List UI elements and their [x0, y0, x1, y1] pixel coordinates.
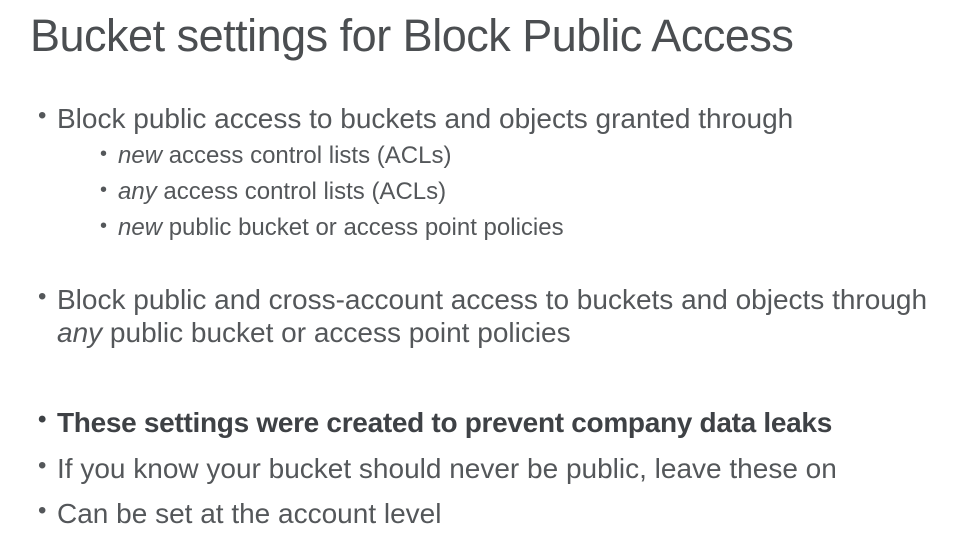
bullet-item-leave-these-on — [38, 452, 941, 486]
bullet-item-block-public-access — [38, 102, 941, 136]
italic-keyword: new — [118, 142, 163, 170]
bullet-icon: • — [38, 497, 47, 525]
italic-keyword: new — [118, 213, 163, 241]
bullet-text: These settings were created to prevent company data leaks — [57, 406, 832, 438]
sub-bullet-list — [0, 142, 961, 242]
bullet-icon: • — [100, 179, 108, 202]
bullet-icon: • — [38, 101, 47, 129]
bullet-group-notes — [0, 406, 961, 531]
italic-keyword: any — [118, 178, 157, 206]
bullet-icon: • — [38, 405, 47, 433]
bullet-group-access-rules — [0, 102, 961, 136]
sub-bullet-text — [118, 142, 451, 171]
bullet-text: If you know your bucket should never be public, leave these on — [57, 452, 837, 484]
bullet-text: Block public access to buckets and objects granted through — [57, 102, 794, 134]
bullet-icon: • — [100, 214, 108, 237]
bullet-item-cross-account — [38, 283, 941, 350]
sub-bullet-rest: access control lists (ACLs) — [162, 142, 452, 170]
bullet-text — [57, 283, 941, 350]
bullet-pre: Block public and cross-account access to buckets and objects through — [57, 283, 928, 315]
sub-bullet-rest: access control lists (ACLs) — [156, 178, 447, 206]
sub-bullet-rest: public bucket or access point policies — [162, 213, 564, 241]
sub-bullet-item-any-acls — [100, 178, 961, 207]
bullet-group-cross-account — [0, 283, 961, 350]
bullet-icon: • — [38, 451, 47, 479]
italic-keyword: any — [57, 317, 103, 349]
sub-bullet-text — [118, 178, 446, 207]
sub-bullet-item-new-policies — [100, 214, 961, 243]
bullet-text: Can be set at the account level — [57, 498, 442, 530]
sub-bullet-text — [118, 214, 564, 243]
bullet-icon: • — [100, 143, 108, 166]
sub-bullet-item-new-acls — [100, 142, 961, 171]
bullet-icon: • — [38, 282, 47, 310]
bullet-item-account-level — [38, 497, 941, 531]
bullet-post: public bucket or access point policies — [102, 317, 571, 349]
bullet-item-prevent-leaks — [38, 406, 941, 440]
slide-title: Bucket settings for Block Public Access — [30, 10, 794, 61]
